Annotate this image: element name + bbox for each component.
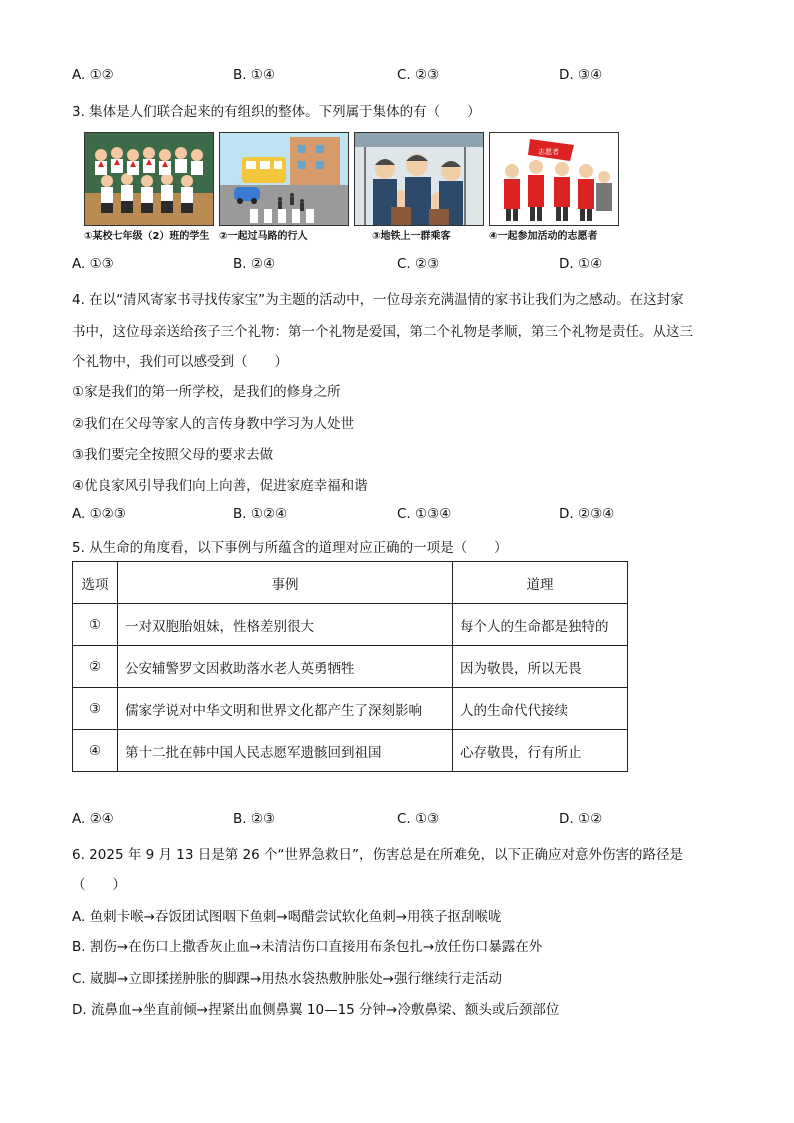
header-principle: 道理	[453, 562, 628, 604]
q6-option-a[interactable]: A. 鱼刺卡喉→吞饭团试图咽下鱼刺→喝醋尝试软化鱼刺→用筷子抠刮喉咙	[72, 909, 502, 925]
q5-option-a[interactable]: A. ②④	[72, 811, 114, 827]
q5-options	[72, 811, 692, 831]
table-row	[73, 646, 628, 688]
caption-1: ①某校七年级（2）班的学生	[84, 231, 210, 242]
q3-stem: 3. 集体是人们联合起来的有组织的整体。下列属于集体的有（ ）	[72, 104, 481, 120]
q4-option-b[interactable]: B. ①②④	[233, 506, 288, 522]
q2-options	[72, 67, 692, 87]
q4-statement-4: ④优良家风引导我们向上向善，促进家庭幸福和谐	[72, 478, 368, 494]
q3-option-a[interactable]: A. ①③	[72, 256, 114, 272]
row-number: ②	[73, 646, 118, 688]
q6-stem-line-1: 6. 2025 年 9 月 13 日是第 26 个“世界急救日”，伤害总是在所难免，以下正确应对意外伤害的路径是	[72, 847, 683, 863]
q2-option-b[interactable]: B. ①④	[233, 67, 276, 83]
row-number: ③	[73, 688, 118, 730]
q3-option-c[interactable]: C. ②③	[397, 256, 440, 272]
q6-stem-line-2: （ ）	[72, 877, 126, 893]
caption-2: ②一起过马路的行人	[219, 231, 308, 242]
q6-option-d[interactable]: D. 流鼻血→坐直前倾→捏紧出血侧鼻翼 10—15 分钟→冷敷鼻梁、额头或后颈部位	[72, 1002, 560, 1018]
row-case: 儒家学说对中华文明和世界文化都产生了深刻影响	[118, 688, 453, 730]
q2-option-a[interactable]: A. ①②	[72, 67, 114, 83]
header-case: 事例	[118, 562, 453, 604]
row-principle: 因为敬畏，所以无畏	[453, 646, 628, 688]
q4-options	[72, 506, 692, 526]
q5-stem: 5. 从生命的角度看，以下事例与所蕴含的道理对应正确的一项是（ ）	[72, 540, 508, 556]
q6-option-b[interactable]: B. 割伤→在伤口上撒香灰止血→未清洁伤口直接用布条包扎→放任伤口暴露在外	[72, 939, 543, 955]
q3-images	[84, 132, 624, 242]
table-row	[73, 688, 628, 730]
q4-stem-line-2: 书中，这位母亲送给孩子三个礼物：第一个礼物是爱国，第二个礼物是孝顺，第三个礼物是责任。从这三	[72, 324, 693, 340]
volunteer-banner-text: 志愿者	[538, 148, 559, 156]
row-case: 公安辅警罗文因救助落水老人英勇牺牲	[118, 646, 453, 688]
row-number: ④	[73, 730, 118, 772]
table-header-row	[73, 562, 628, 604]
q5-table	[72, 561, 628, 772]
q4-option-a[interactable]: A. ①②③	[72, 506, 126, 522]
class-photo-image	[84, 132, 214, 226]
row-number: ①	[73, 604, 118, 646]
row-principle: 人的生命代代接续	[453, 688, 628, 730]
q4-stem-line-3: 个礼物中，我们可以感受到（ ）	[72, 354, 288, 370]
row-principle: 每个人的生命都是独特的	[453, 604, 628, 646]
volunteers-image	[489, 132, 619, 226]
row-principle: 心存敬畏，行有所止	[453, 730, 628, 772]
q4-stem-line-1: 4. 在以“清风寄家书寻找传家宝”为主题的活动中，一位母亲充满温情的家书让我们为之感动。在这封家	[72, 292, 684, 308]
q5-option-b[interactable]: B. ②③	[233, 811, 276, 827]
q4-option-d[interactable]: D. ②③④	[559, 506, 615, 522]
q2-option-d[interactable]: D. ③④	[559, 67, 603, 83]
q5-option-d[interactable]: D. ①②	[559, 811, 603, 827]
q4-statement-1: ①家是我们的第一所学校，是我们的修身之所	[72, 384, 341, 400]
q2-option-c[interactable]: C. ②③	[397, 67, 440, 83]
row-case: 第十二批在韩中国人民志愿军遗骸回到祖国	[118, 730, 453, 772]
q3-options	[72, 256, 692, 276]
q4-statement-2: ②我们在父母等家人的言传身教中学习为人处世	[72, 416, 355, 432]
caption-4: ④一起参加活动的志愿者	[489, 231, 598, 242]
crosswalk-image	[219, 132, 349, 226]
q4-statement-3: ③我们要完全按照父母的要求去做	[72, 447, 274, 463]
q6-option-c[interactable]: C. 崴脚→立即揉搓肿胀的脚踝→用热水袋热敷肿胀处→强行继续行走活动	[72, 971, 502, 987]
table-row	[73, 730, 628, 772]
q5-option-c[interactable]: C. ①③	[397, 811, 440, 827]
subway-passengers-image	[354, 132, 484, 226]
q3-option-b[interactable]: B. ②④	[233, 256, 276, 272]
header-option: 选项	[73, 562, 118, 604]
table-row	[73, 604, 628, 646]
q3-option-d[interactable]: D. ①④	[559, 256, 603, 272]
row-case: 一对双胞胎姐妹，性格差别很大	[118, 604, 453, 646]
q4-option-c[interactable]: C. ①③④	[397, 506, 452, 522]
caption-3: ③地铁上一群乘客	[372, 231, 451, 242]
